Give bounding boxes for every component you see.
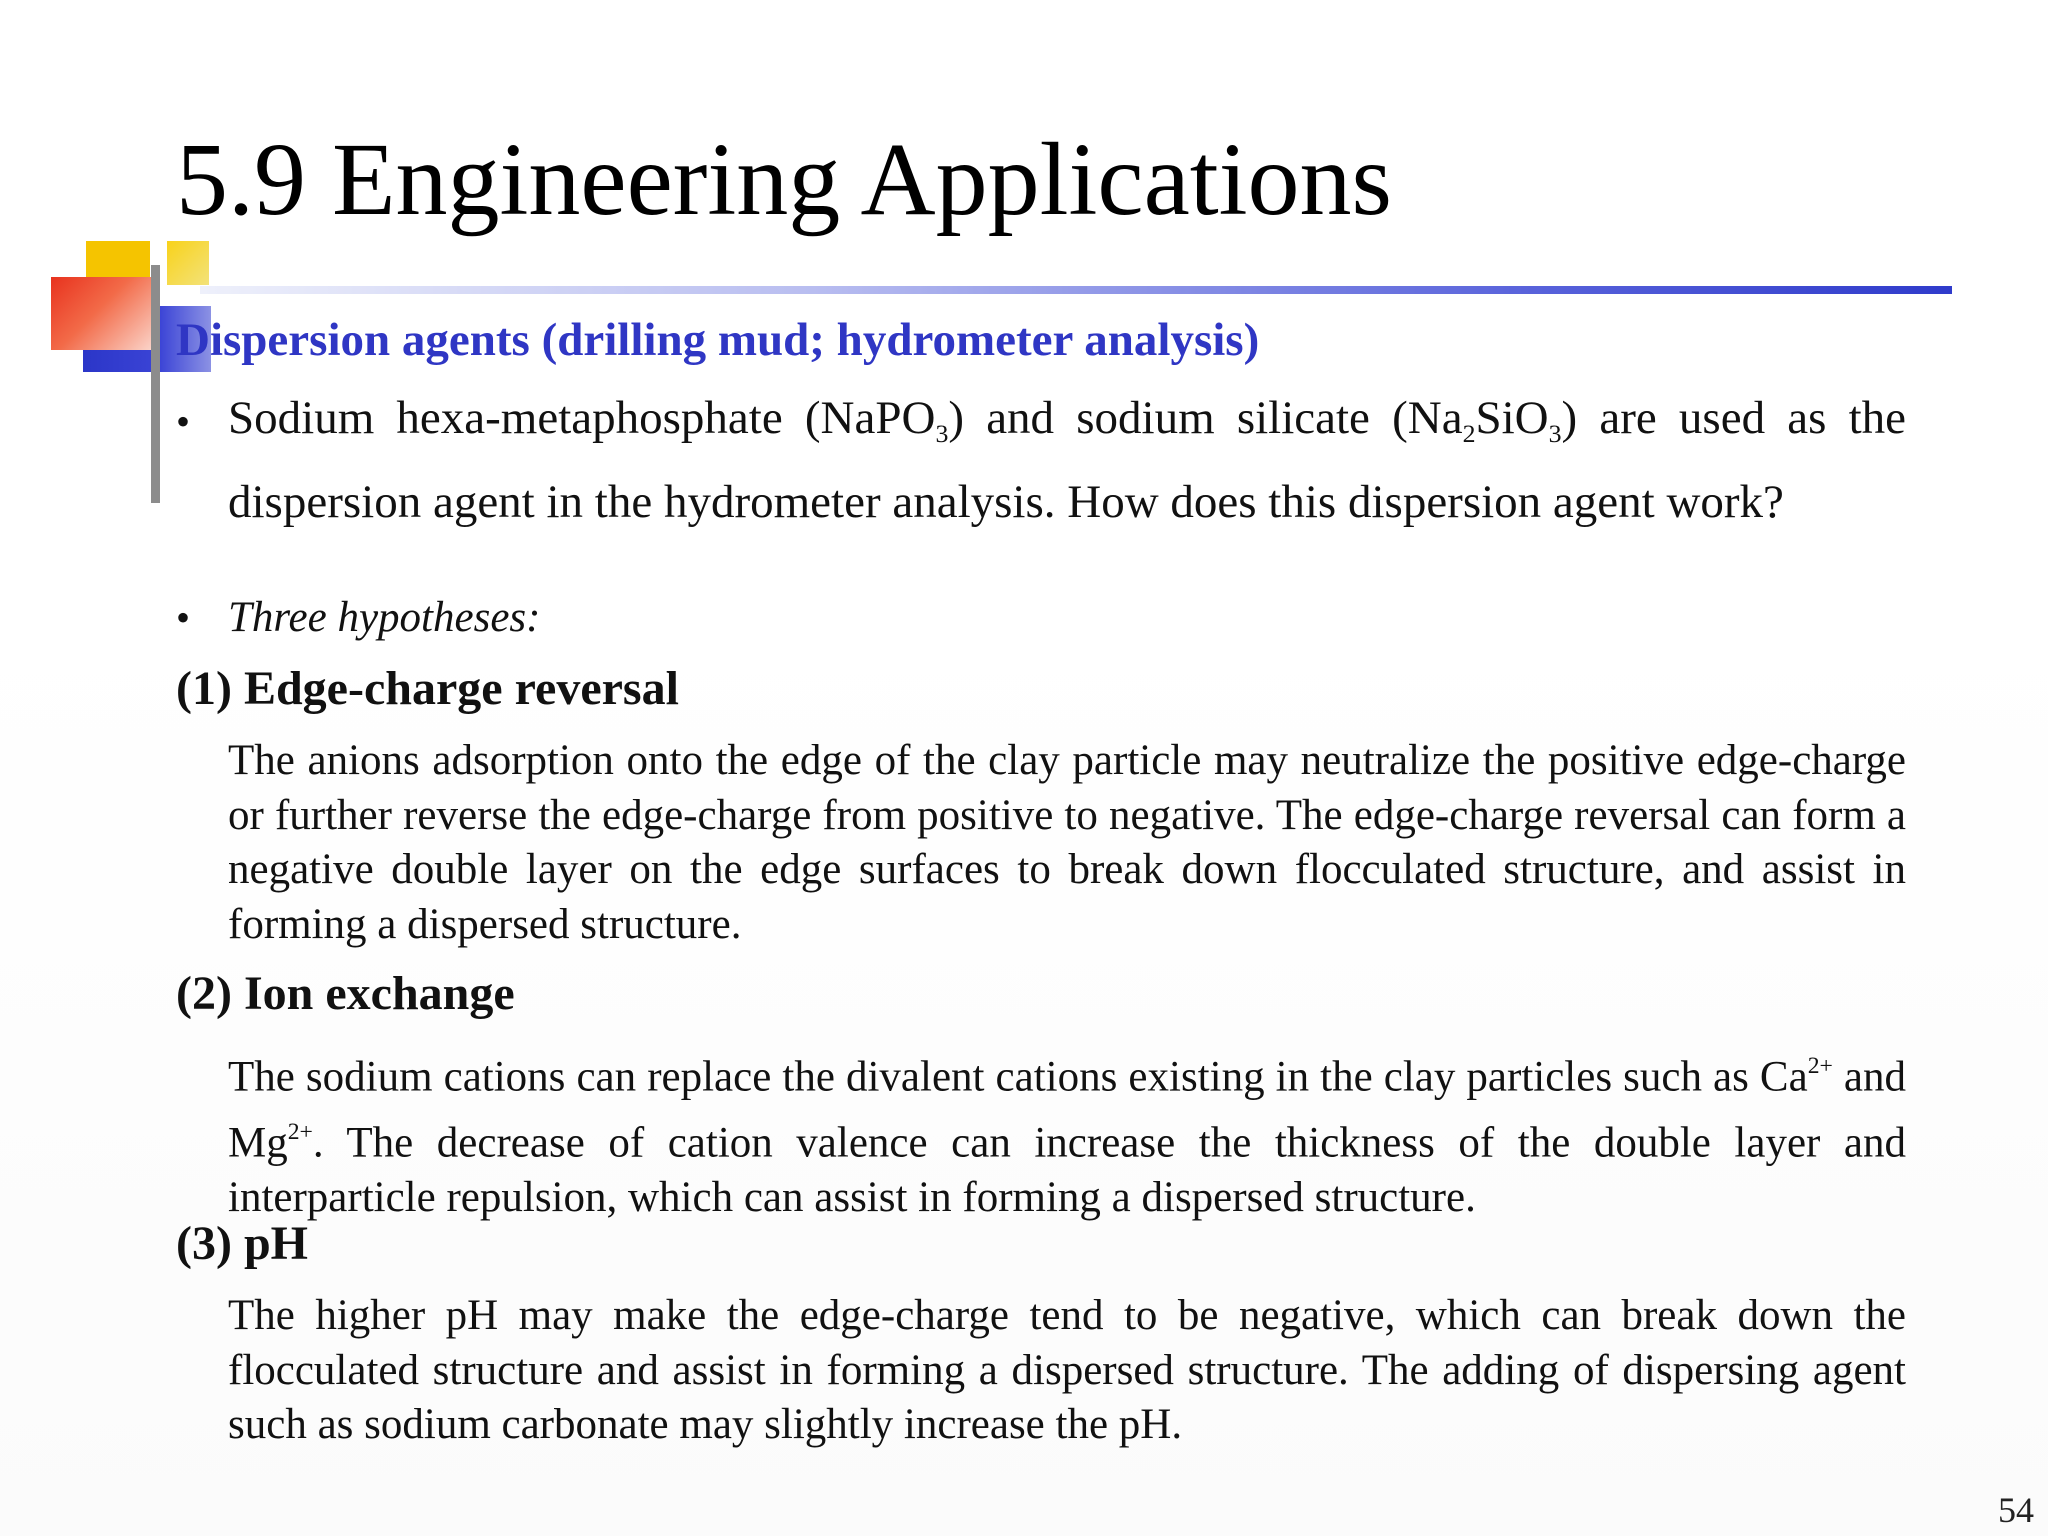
bullet-text-segment: Sodium hexa-metaphosphate (NaPO: [228, 392, 936, 444]
bullet-text-segment: ) and sodium silicate (Na: [948, 392, 1463, 444]
superscript: 2+: [287, 1119, 313, 1146]
decorative-vertical-rule: [151, 265, 160, 503]
body-text-segment: and Mg: [228, 1053, 1906, 1167]
decorative-yellow-square-small: [167, 241, 209, 285]
subscript: 3: [1548, 419, 1562, 449]
bullet-marker: •: [176, 595, 191, 640]
decorative-red-square: [51, 277, 154, 350]
subscript: 2: [1462, 419, 1476, 449]
hypothesis-heading-1: (1) Edge-charge reversal: [176, 662, 679, 715]
page-number: 54: [1998, 1490, 2034, 1530]
bullet-marker: •: [176, 399, 191, 444]
title-underline-rule: [200, 286, 1952, 294]
bullet-three-hypotheses: Three hypotheses:: [228, 594, 541, 641]
bullet-text-segment: ) are used as the dispersion agent in the hydrometer analysis. How does this dispersion agent work?: [228, 392, 1907, 529]
hypothesis-body-2: [228, 1039, 1906, 1226]
body-text-segment: The sodium cations can replace the divalent cations existing in the clay particles such as Ca: [228, 1053, 1808, 1101]
hypothesis-body-1: The anions adsorption onto the edge of the clay particle may neutralize the positive edge-charge or further reverse the edge-charge from positive to negative. The edge-charge reversal can form a negative double layer on the edge surfaces to break down flocculated structure, and assist in forming a dispersed structure.: [228, 737, 1906, 948]
bullet-dispersion-agents: [228, 384, 1906, 536]
body-text-segment: . The decrease of cation valence can increase the thickness of the double layer and interparticle repulsion, which can assist in forming a dispersed structure.: [228, 1119, 1906, 1222]
section-subtitle: Dispersion agents (drilling mud; hydrometer analysis): [176, 314, 1260, 366]
slide-title: 5.9 Engineering Applications: [176, 122, 1393, 237]
subscript: 3: [935, 419, 949, 449]
hypothesis-heading-2: (2) Ion exchange: [176, 967, 515, 1020]
bullet-text-segment: SiO: [1475, 392, 1549, 444]
hypothesis-heading-3: (3) pH: [176, 1217, 308, 1270]
superscript: 2+: [1807, 1053, 1833, 1079]
hypothesis-body-3: The higher pH may make the edge-charge tend to be negative, which can break down the flocculated structure and assist in forming a dispersed structure. The adding of dispersing agent such as sodium carbonate may slightly increase the pH.: [228, 1292, 1906, 1448]
